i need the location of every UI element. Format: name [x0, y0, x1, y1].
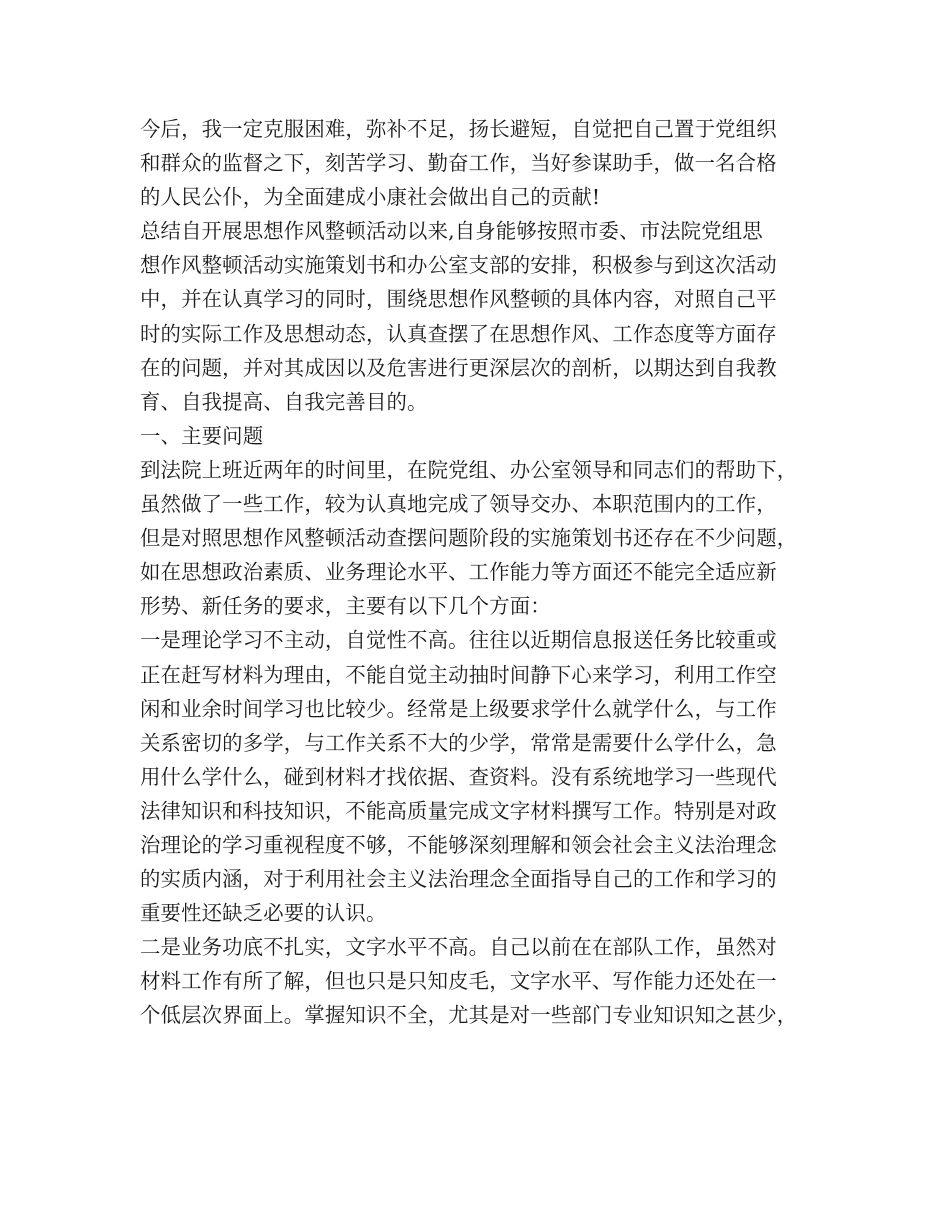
section-heading-main-problems: 一、主要问题 [140, 423, 264, 448]
paragraph-summary-intro: 总结自开展思想作风整顿活动以来,自身能够按照市委、市法院党组思 想作风整顿活动实施策划书和办公室支部的安排，积极参与到这次活动 中，并在认真学习的同时，围绕思想作风整顿的具体内容，对照自己平 时的实际工作及思想动态，认真查摆了在思想作风、工作态度等方面存 在的问题，并对其成因以及危害进行更深层次的剖析，以期达到自我教 育、自我提高、自我完善目的。 [140, 219, 777, 414]
paragraph-closing-pledge: 今后，我一定克服困难，弥补不足，扬长避短，自觉把自己置于党组织 和群众的监督之下，刻苦学习、勤奋工作，当好参谋助手，做一名合格 的人民公仆，为全面建成小康社会做出自己的贡献! [140, 117, 777, 210]
paragraph-problem-one: 一是理论学习不主动，自觉性不高。往往以近期信息报送任务比较重或 正在赶写材料为理由，不能自觉主动抽时间静下心来学习，利用工作空 闲和业余时间学习也比较少。经常是上级要求学什么就学什么，与工作 关系密切的多学，与工作关系不大的少学，常常是需要什么学什么，急 用什么学什么，碰到材料才找依据、查资料。没有系统地学习一些现代 法律知识和科技知识，不能高质量完成文字材料撰写工作。特别是对政 治理论的学习重视程度不够，不能够深刻理解和领会社会主义法治理念 的实质内涵，对于利用社会主义法治理念全面指导自己的工作和学习的 重要性还缺乏必要的认识。 [140, 628, 777, 926]
paragraph-problems-overview: 到法院上班近两年的时间里，在院党组、办公室领导和同志们的帮助下， 虽然做了一些工作，较为认真地完成了领导交办、本职范围内的工作， 但是对照思想作风整顿活动查摆问题阶段的实施策划书还存在不少问题， 如在思想政治素质、业务理论水平、工作能力等方面还不能完全适应新 形势、新任务的要求，主要有以下几个方面： [140, 457, 798, 619]
paragraph-problem-two: 二是业务功底不扎实，文字水平不高。自己以前在在部队工作，虽然对 材料工作有所了解，但也只是只知皮毛，文字水平、写作能力还处在一 个低层次界面上。掌握知识不全，尤其是对一些部门专业知识知之甚少， [140, 935, 798, 1028]
document-body [140, 112, 822, 1033]
